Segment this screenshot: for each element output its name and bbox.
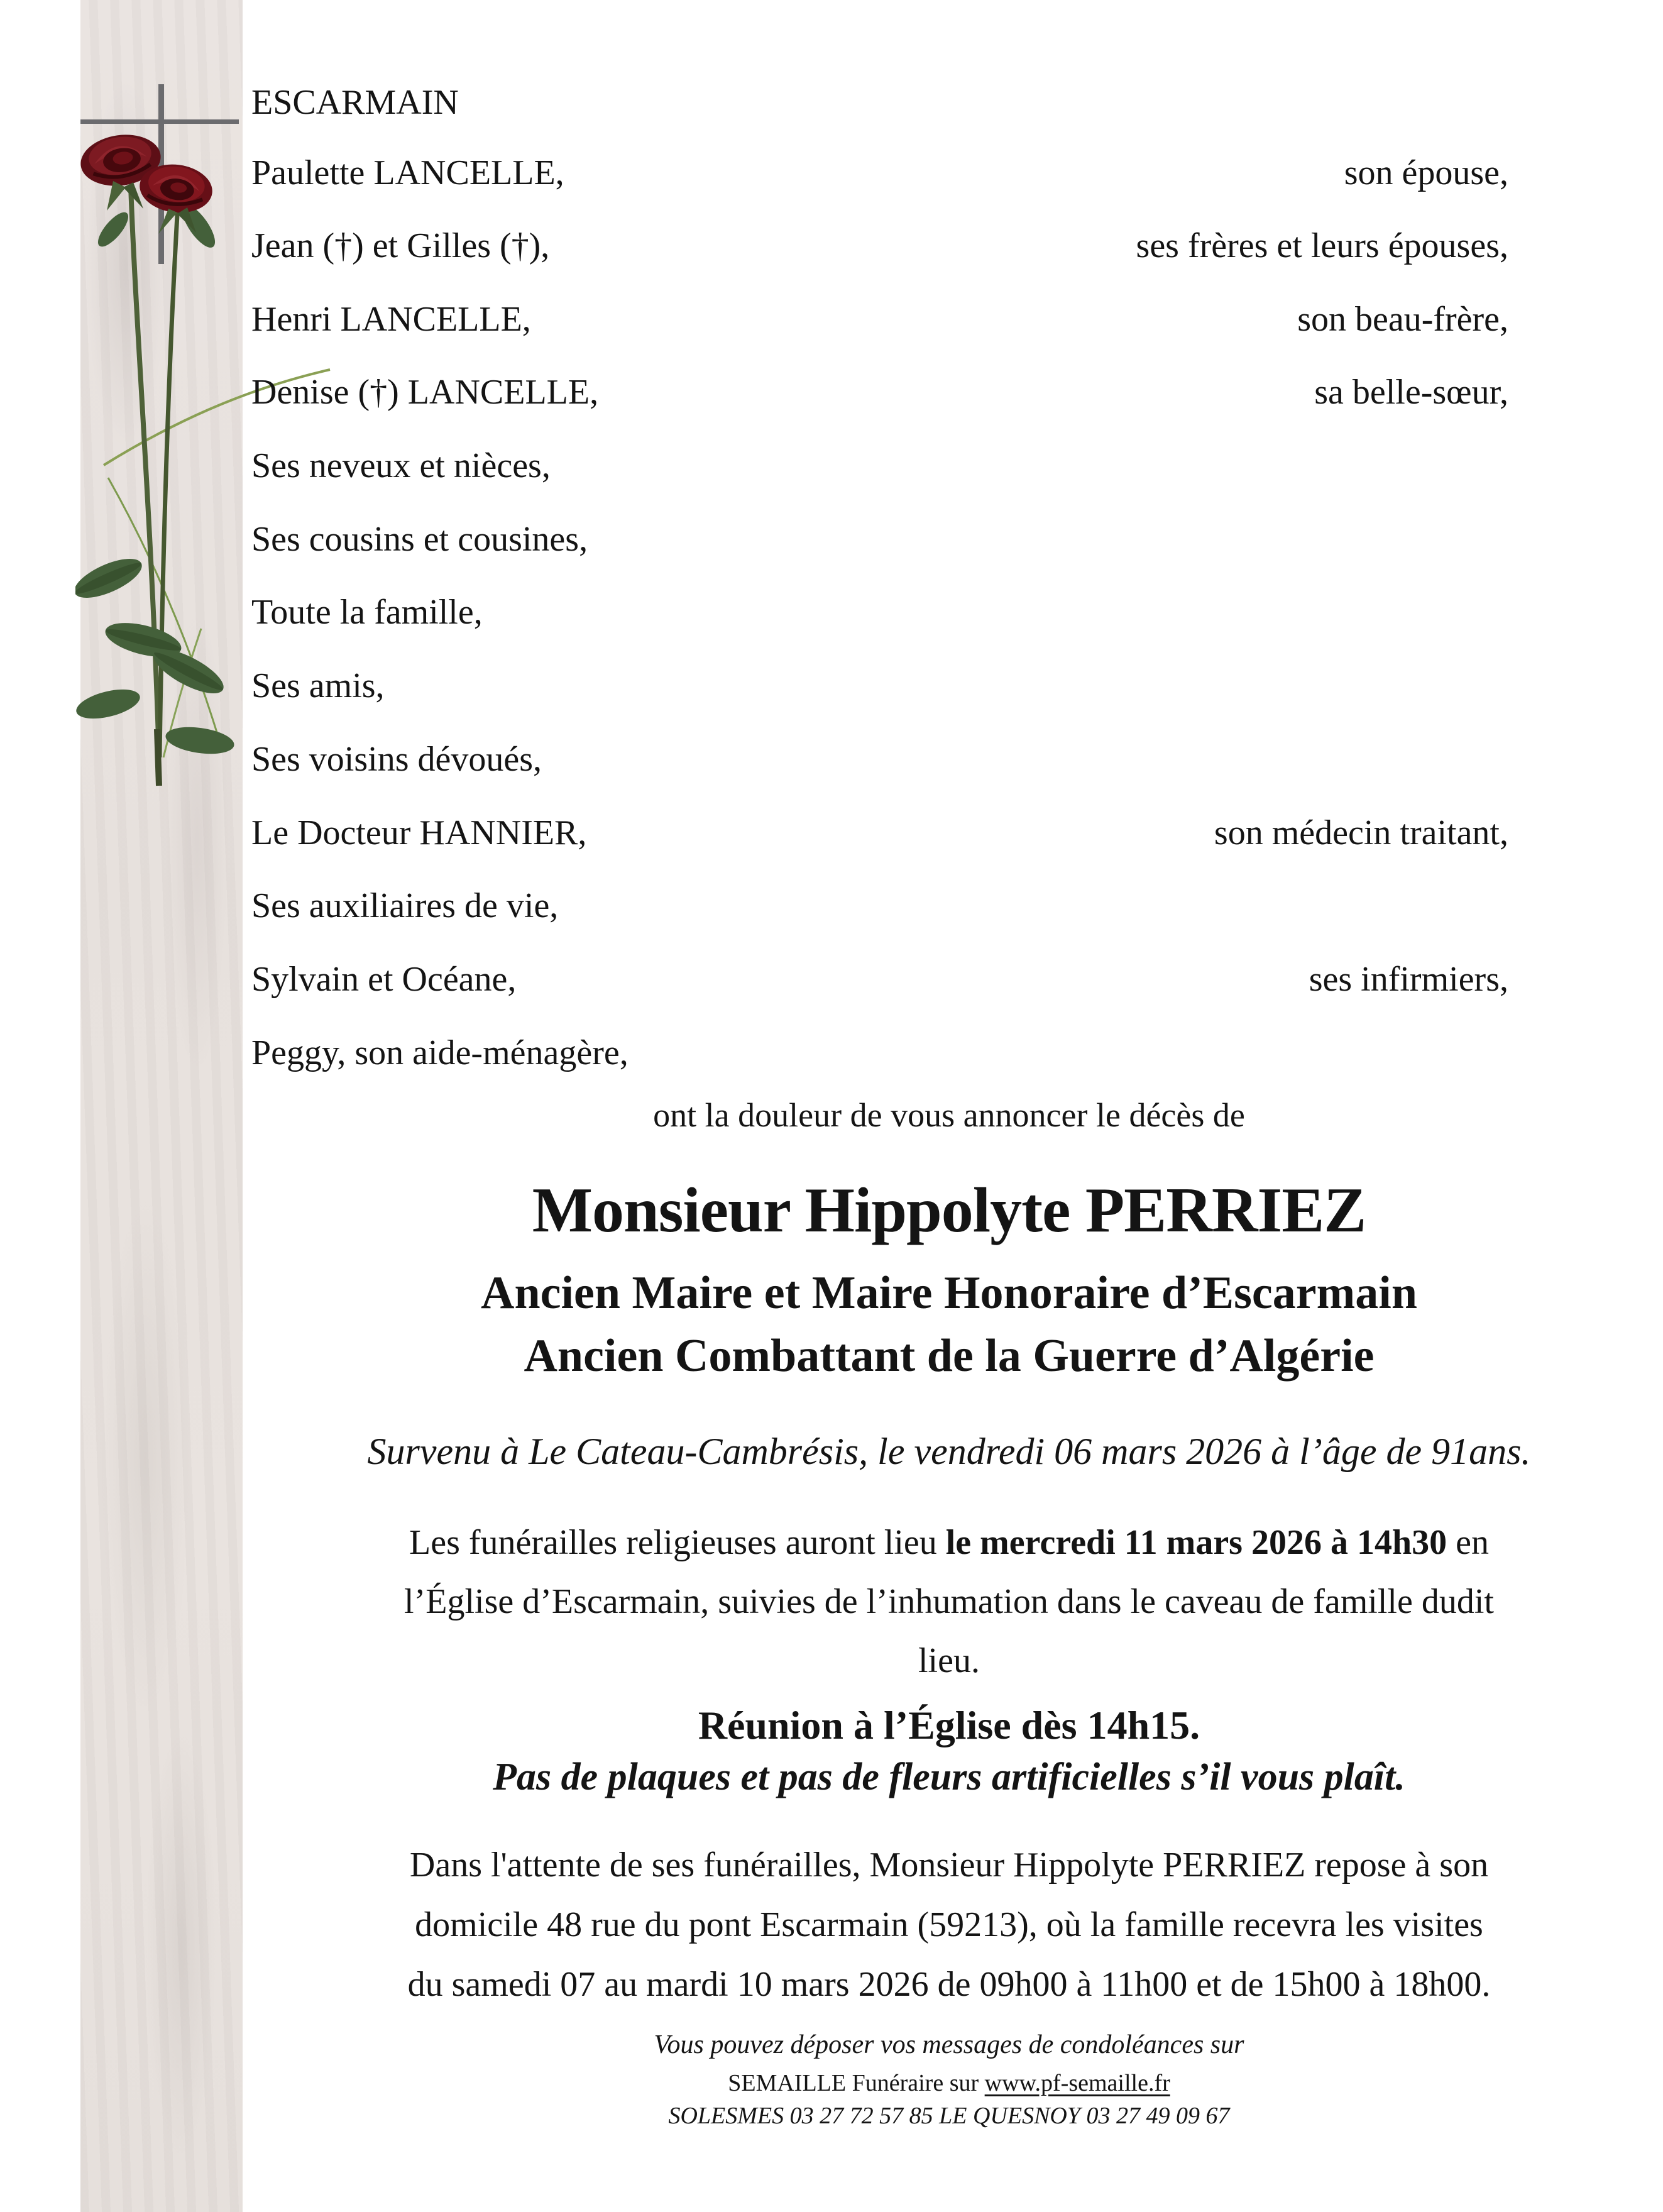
commune-name: ESCARMAIN: [251, 83, 459, 122]
mourner-name: Ses cousins et cousines,: [251, 520, 588, 559]
announcement-text-column: [251, 0, 1647, 2212]
relationship-label: son médecin traitant,: [1214, 813, 1508, 852]
relationship-label: ses infirmiers,: [1309, 960, 1508, 999]
mourner-row: [251, 225, 1647, 267]
mourner-row: [251, 739, 1647, 781]
church-meeting-note: Réunion à l’Église dès 14h15.: [698, 1703, 1200, 1747]
mourner-name: Ses auxiliaires de vie,: [251, 886, 559, 925]
mourner-row: [251, 959, 1647, 1001]
mourner-name: Ses neveux et nièces,: [251, 446, 551, 485]
visitation-line1: Dans l'attente de ses funérailles, Monsieur Hippolyte PERRIEZ repose à son: [409, 1846, 1489, 1885]
mourner-name: Ses amis,: [251, 666, 385, 705]
mourner-name: Peggy, son aide-ménagère,: [251, 1033, 628, 1072]
mourner-name: Paulette LANCELLE,: [251, 153, 564, 192]
mourner-row: [251, 812, 1647, 854]
visitation-line2: domicile 48 rue du pont Escarmain (59213), où la famille recevra les visites: [415, 1905, 1483, 1944]
funeral-details-line3: lieu.: [918, 1641, 980, 1680]
mourner-row: [251, 519, 1647, 561]
mourner-name: Sylvain et Océane,: [251, 960, 517, 999]
relationship-label: sa belle-sœur,: [1314, 373, 1508, 412]
mourner-name: Ses voisins dévoués,: [251, 740, 542, 779]
relationship-label: ses frères et leurs épouses,: [1136, 226, 1508, 265]
honorific-title-1: Ancien Maire et Maire Honoraire d’Escarmain: [481, 1267, 1417, 1319]
mourner-name: Le Docteur HANNIER,: [251, 813, 587, 852]
mourner-row: [251, 1032, 1647, 1074]
mourner-row: [251, 371, 1647, 414]
commune-row: [251, 82, 1647, 124]
mourner-row: [251, 445, 1647, 487]
mourner-row: [251, 299, 1647, 341]
mourner-row: [251, 592, 1647, 634]
condolences-note: Vous pouvez déposer vos messages de condoléances sur: [654, 2030, 1244, 2059]
funeral-date-time: le mercredi 11 mars 2026 à 14h30: [945, 1523, 1447, 1562]
mourner-name: Denise (†) LANCELLE,: [251, 373, 599, 412]
mourner-row: [251, 665, 1647, 707]
funeral-home-line: [251, 2069, 1647, 2098]
visitation-line3: du samedi 07 au mardi 10 mars 2026 de 09h00 à 11h00 et de 15h00 à 18h00.: [407, 1965, 1491, 2004]
phone-numbers: SOLESMES 03 27 72 57 85 LE QUESNOY 03 27 49 09 67: [668, 2103, 1230, 2129]
flowers-request-note: Pas de plaques et pas de fleurs artificielles s’il vous plaît.: [493, 1756, 1405, 1798]
funeral-details: [251, 1513, 1647, 1690]
funeral-home-name: SEMAILLE Funéraire sur: [728, 2070, 985, 2096]
deceased-name: Monsieur Hippolyte PERRIEZ: [532, 1175, 1366, 1246]
mourner-row: [251, 152, 1647, 194]
announcement-intro: ont la douleur de vous annoncer le décès de: [653, 1096, 1245, 1134]
mourner-name: Jean (†) et Gilles (†),: [251, 226, 550, 265]
website-link[interactable]: www.pf-semaille.fr: [984, 2070, 1170, 2096]
honorific-title-2: Ancien Combattant de la Guerre d’Algérie: [524, 1330, 1375, 1382]
death-details: Survenu à Le Cateau-Cambrésis, le vendredi 06 mars 2026 à l’âge de 91ans.: [367, 1431, 1531, 1472]
relationship-label: son épouse,: [1344, 153, 1508, 192]
mourner-name: Toute la famille,: [251, 593, 483, 632]
mourner-row: [251, 885, 1647, 927]
visitation-details: [251, 1835, 1647, 2015]
mourner-name: Henri LANCELLE,: [251, 300, 531, 339]
funeral-details-line2: l’Église d’Escarmain, suivies de l’inhumation dans le caveau de famille dudit: [404, 1582, 1494, 1621]
relationship-label: son beau-frère,: [1297, 300, 1508, 339]
funeral-details-line1: Les funérailles religieuses auront lieu le mercredi 11 mars 2026 à 14h30 en: [409, 1523, 1489, 1562]
